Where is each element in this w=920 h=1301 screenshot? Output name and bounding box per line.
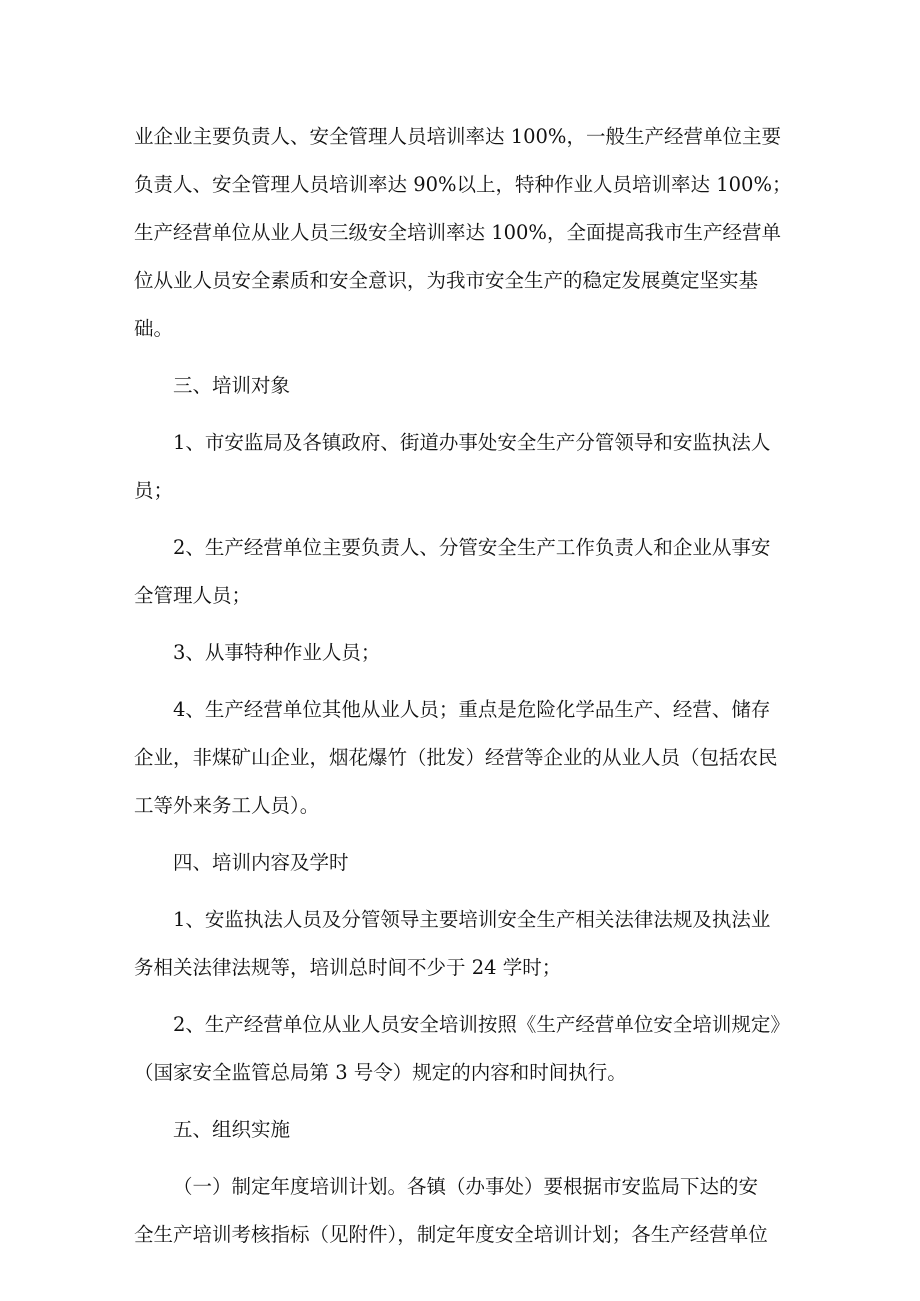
text-line: 五、组织实施: [173, 1118, 291, 1141]
paragraph-target-1: [134, 419, 794, 515]
text-line: 工等外来务工人员）。: [134, 794, 320, 817]
paragraph-gap: [134, 515, 794, 524]
text-line: 生产经营单位从业人员三级安全培训率达 100%，全面提高我市生产经营单: [134, 221, 781, 244]
paragraph-gap: [134, 620, 794, 629]
paragraph-target-2: [134, 524, 794, 620]
paragraph-gap: [134, 677, 794, 686]
paragraph-gap: [134, 1154, 794, 1163]
paragraph-gap: [134, 887, 794, 896]
text-line: 三、培训对象: [173, 374, 291, 397]
text-line: 务相关法律法规等，培训总时间不少于 24 学时；: [134, 956, 562, 979]
text-line: 位从业人员安全素质和安全意识，为我市安全生产的稳定发展奠定坚实基: [134, 269, 759, 292]
paragraph-heading-4: [134, 839, 794, 887]
text-line: 2、生产经营单位从业人员安全培训按照《生产经营单位安全培训规定》: [173, 1013, 790, 1036]
text-line: 负责人、安全管理人员培训率达 90%以上，特种作业人员培训率达 100%；: [134, 173, 792, 196]
paragraph-gap: [134, 1097, 794, 1106]
text-line: （国家安全监管总局第 3 号令）规定的内容和时间执行。: [134, 1061, 627, 1084]
text-line: 2、生产经营单位主要负责人、分管安全生产工作负责人和企业从事安: [173, 536, 771, 559]
paragraph-target-3: [134, 629, 794, 677]
text-line: 1、市安监局及各镇政府、街道办事处安全生产分管领导和安监执法人: [173, 431, 771, 454]
text-line: 业企业主要负责人、安全管理人员培训率达 100%，一般生产经营单位主要: [134, 125, 781, 148]
paragraph-gap: [134, 353, 794, 362]
paragraph-content-1: [134, 896, 794, 992]
paragraph-gap: [134, 992, 794, 1001]
text-line: 四、培训内容及学时: [173, 851, 349, 874]
paragraph-heading-3: [134, 362, 794, 410]
text-line: 企业，非煤矿山企业，烟花爆竹（批发）经营等企业的从业人员（包括农民: [134, 746, 778, 769]
text-line: 4、生产经营单位其他从业人员；重点是危险化学品生产、经营、储存: [173, 698, 771, 721]
text-line: 员；: [134, 479, 174, 502]
paragraph-content-2: [134, 1001, 794, 1097]
paragraph-goal-continued: [134, 113, 794, 353]
paragraph-gap: [134, 830, 794, 839]
text-line: （一）制定年度培训计划。各镇（办事处）要根据市安监局下达的安: [173, 1175, 759, 1198]
text-line: 础。: [134, 317, 174, 340]
paragraph-heading-5: [134, 1106, 794, 1154]
paragraph-gap: [134, 410, 794, 419]
text-line: 全管理人员；: [134, 584, 252, 607]
paragraph-target-4: [134, 686, 794, 830]
text-line: 全生产培训考核指标（见附件），制定年度安全培训计划；各生产经营单位: [134, 1223, 768, 1246]
text-line: 1、安监执法人员及分管领导主要培训安全生产相关法律法规及执法业: [173, 908, 771, 931]
document-body: [134, 113, 794, 1259]
text-line: 3、从事特种作业人员；: [173, 641, 381, 664]
paragraph-impl-1: [134, 1163, 794, 1259]
